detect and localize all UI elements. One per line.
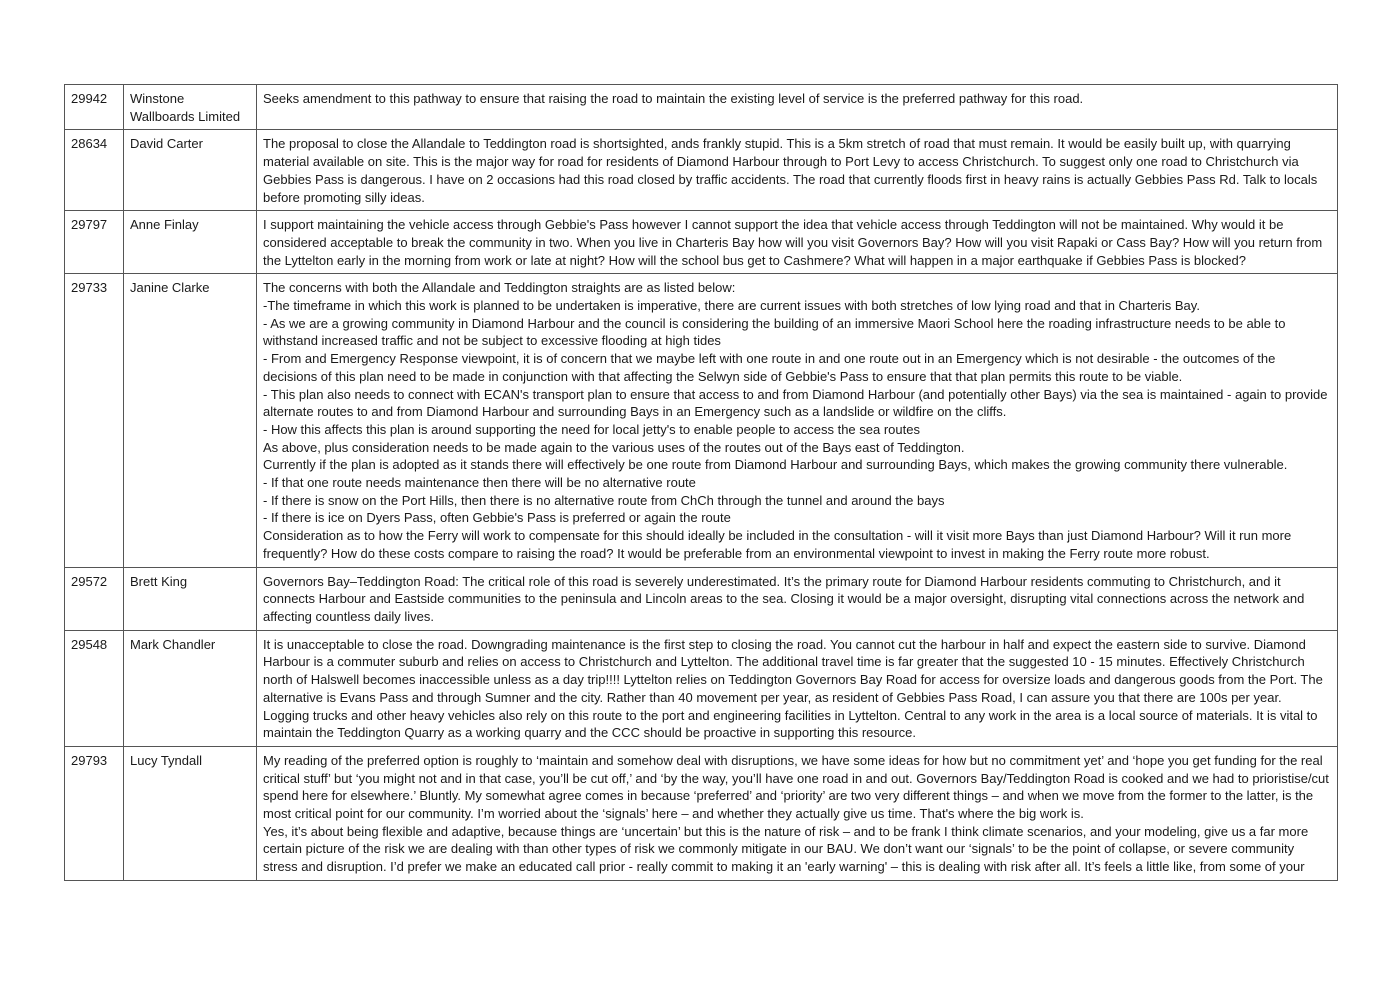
submissions-table (64, 84, 1338, 881)
submission-id: 29797 (65, 211, 124, 274)
submission-id: 29793 (65, 746, 124, 880)
table-row (65, 85, 1338, 130)
table-row (65, 274, 1338, 567)
comment-paragraph: Consideration as to how the Ferry will work to compensate for this should ideally be included in the consultation - will it visit more Bays than just Diamond Harbour? Will it run more frequently? How do these costs compare to raising the road? It would be preferable from an environmental viewpoint to invest in making the Ferry route more robust. (263, 528, 1292, 561)
comment-paragraph: I support maintaining the vehicle access through Gebbie's Pass however I cannot support the idea that vehicle access through Teddington will not be maintained. Why would it be considered acceptable to break the community in two. When you live in Charteris Bay how will you visit Governors Bay? How will you visit Rapaki or Cass Bay? How will you return from the Lyttelton early in the morning from work or late at night? How will the school bus get to Cashmere? What will happen in a major earthquake if Gebbies Pass is blocked? (263, 217, 1323, 268)
comment-paragraph: As above, plus consideration needs to be made again to the various uses of the routes out of the Bays east of Teddington. (263, 439, 965, 455)
submitter-name: Mark Chandler (124, 630, 257, 746)
comment-paragraph: Governors Bay–Teddington Road: The critical role of this road is severely underestimated. It’s the primary route for Diamond Harbour residents commuting to Christchurch, and it connects Harbour and Eastside communities to the peninsula and Lincoln areas to the sea. Closing it would be a major oversight, disrupting vital connections across the network and affecting countless daily lives. (263, 573, 1305, 624)
submission-id: 29572 (65, 567, 124, 630)
submitter-name: Anne Finlay (124, 211, 257, 274)
table-row (65, 211, 1338, 274)
submitter-name: David Carter (124, 130, 257, 211)
submitter-name: Lucy Tyndall (124, 746, 257, 880)
submissions-table-body (65, 85, 1338, 881)
submitter-name: Brett King (124, 567, 257, 630)
submission-comment (257, 746, 1338, 880)
comment-paragraph: - As we are a growing community in Diamond Harbour and the council is considering the building of an immersive Maori School here the roading infrastructure needs to be able to withstand increased traffic and not be subject to excessive flooding at high tides (263, 315, 1286, 349)
submission-comment (257, 211, 1338, 274)
table-row (65, 130, 1338, 211)
submitter-name: Winstone Wallboards Limited (124, 85, 257, 130)
comment-paragraph: Seeks amendment to this pathway to ensure that raising the road to maintain the existing level of service is the preferred pathway for this road. (263, 91, 1084, 106)
comment-paragraph: -The timeframe in which this work is planned to be undertaken is imperative, there are current issues with both stretches of low lying road and that in Charteris Bay. (263, 298, 1200, 314)
submission-id: 29733 (65, 274, 124, 567)
submission-id: 29942 (65, 85, 124, 130)
submission-comment (257, 274, 1338, 567)
document-page (64, 84, 1338, 881)
comment-paragraph: - This plan also needs to connect with ECAN's transport plan to ensure that access to and from Diamond Harbour (and potentially other Bays) via the sea is maintained - again to provide alternate routes to and from Diamond Harbour and surrounding Bays in an Emergency such as a landslide or wildfire on the cliffs. (263, 386, 1328, 420)
submission-id: 29548 (65, 630, 124, 746)
submission-comment (257, 630, 1338, 746)
comment-paragraph: My reading of the preferred option is roughly to ‘maintain and somehow deal with disruptions, we have some ideas for how but no commitment yet’ and ‘hope you get funding for the real critical stuff’ but ‘you might not and in that case, you’ll be cut off,’ and ‘by the way, you’ll have one road in and out. Governors Bay/Teddington Road is cooked and we had to prioristise/cut spend here for elsewhere.’ Bluntly. My somewhat agree comes in because ‘preferred’ and ‘priority’ are two very different things – and when we move from the former to the latter, is the most critical point for our community. I’m worried about the ‘signals’ here – and whether they actually give us time. That's where the big work is. (263, 752, 1329, 822)
comment-paragraph: - How this affects this plan is around supporting the need for local jetty's to enable people to access the sea routes (263, 421, 920, 437)
comment-paragraph: - If there is snow on the Port Hills, then there is no alternative route from ChCh through the tunnel and around the bays (263, 492, 945, 508)
comment-paragraph: Yes, it’s about being flexible and adaptive, because things are ‘uncertain’ but this is the nature of risk – and to be frank I think climate scenarios, and your modeling, give us a far more certain picture of the risk we are dealing with than other types of risk we commonly mitigate in our BAU. We don’t want our ‘signals’ to be the point of collapse, or severe community stress and disruption. I’d prefer we make an educated call prior - really commit to making it an 'early warning' – this is dealing with risk after all. It’s feels a little like, from some of your (263, 823, 1309, 875)
comment-paragraph: The proposal to close the Allandale to Teddington road is shortsighted, ands frankly stupid. This is a 5km stretch of road that must remain. It would be easily built up, with quarrying material available on site. This is the major way for road for residents of Diamond Harbour through to Port Levy to access Christchurch. To suggest only one road to Christchurch via Gebbies Pass is dangerous. I have on 2 occasions had this road closed by traffic accidents. The road that currently floods first in heavy rains is actually Gebbies Pass Rd. Talk to locals before promoting silly ideas. (263, 136, 1318, 205)
comment-paragraph: - From and Emergency Response viewpoint, it is of concern that we maybe left with one route in and one route out in an Emergency which is not desirable - the outcomes of the decisions of this plan need to be made in conjunction with that affecting the Selwyn side of Gebbie's Pass to ensure that that plan permits this route to be viable. (263, 351, 1276, 384)
submitter-name: Janine Clarke (124, 274, 257, 567)
comment-paragraph: Currently if the plan is adopted as it stands there will effectively be one route from Diamond Harbour and surrounding Bays, which makes the growing community there vulnerable. (263, 457, 1288, 473)
table-row (65, 746, 1338, 880)
comment-paragraph: - If that one route needs maintenance then there will be no alternative route (263, 475, 696, 491)
submission-comment (257, 85, 1338, 130)
comment-paragraph: - If there is ice on Dyers Pass, often Gebbie's Pass is preferred or again the route (263, 510, 731, 526)
table-row (65, 630, 1338, 746)
submission-comment (257, 567, 1338, 630)
comment-paragraph: The concerns with both the Allandale and Teddington straights are as listed below: (263, 280, 736, 296)
table-row (65, 567, 1338, 630)
comment-paragraph: It is unacceptable to close the road. Downgrading maintenance is the first step to closing the road. You cannot cut the harbour in half and expect the eastern side to survive. Diamond Harbour is a commuter suburb and relies on access to Christchurch and Lyttelton. The additional travel time is far greater that the suggested 10 - 15 minutes. Effectively Christchurch north of Halswell becomes inaccessible unless as a day trip!!!! Lyttelton relies on Teddington Governors Bay Road for access for oversize loads and dangerous goods from the Port. The alternative is Evans Pass and through Sumner and the city. Rather than 40 movement per year, as resident of Gebbies Pass Road, I can assure you that there are 100s per year. Logging trucks and other heavy vehicles also rely on this route to the port and engineering facilities in Lyttelton. Central to any work in the area is a local source of materials. It is vital to maintain the Teddington Quarry as a working quarry and the CCC should be proactive in supporting this resource. (263, 636, 1323, 741)
submission-id: 28634 (65, 130, 124, 211)
submission-comment (257, 130, 1338, 211)
